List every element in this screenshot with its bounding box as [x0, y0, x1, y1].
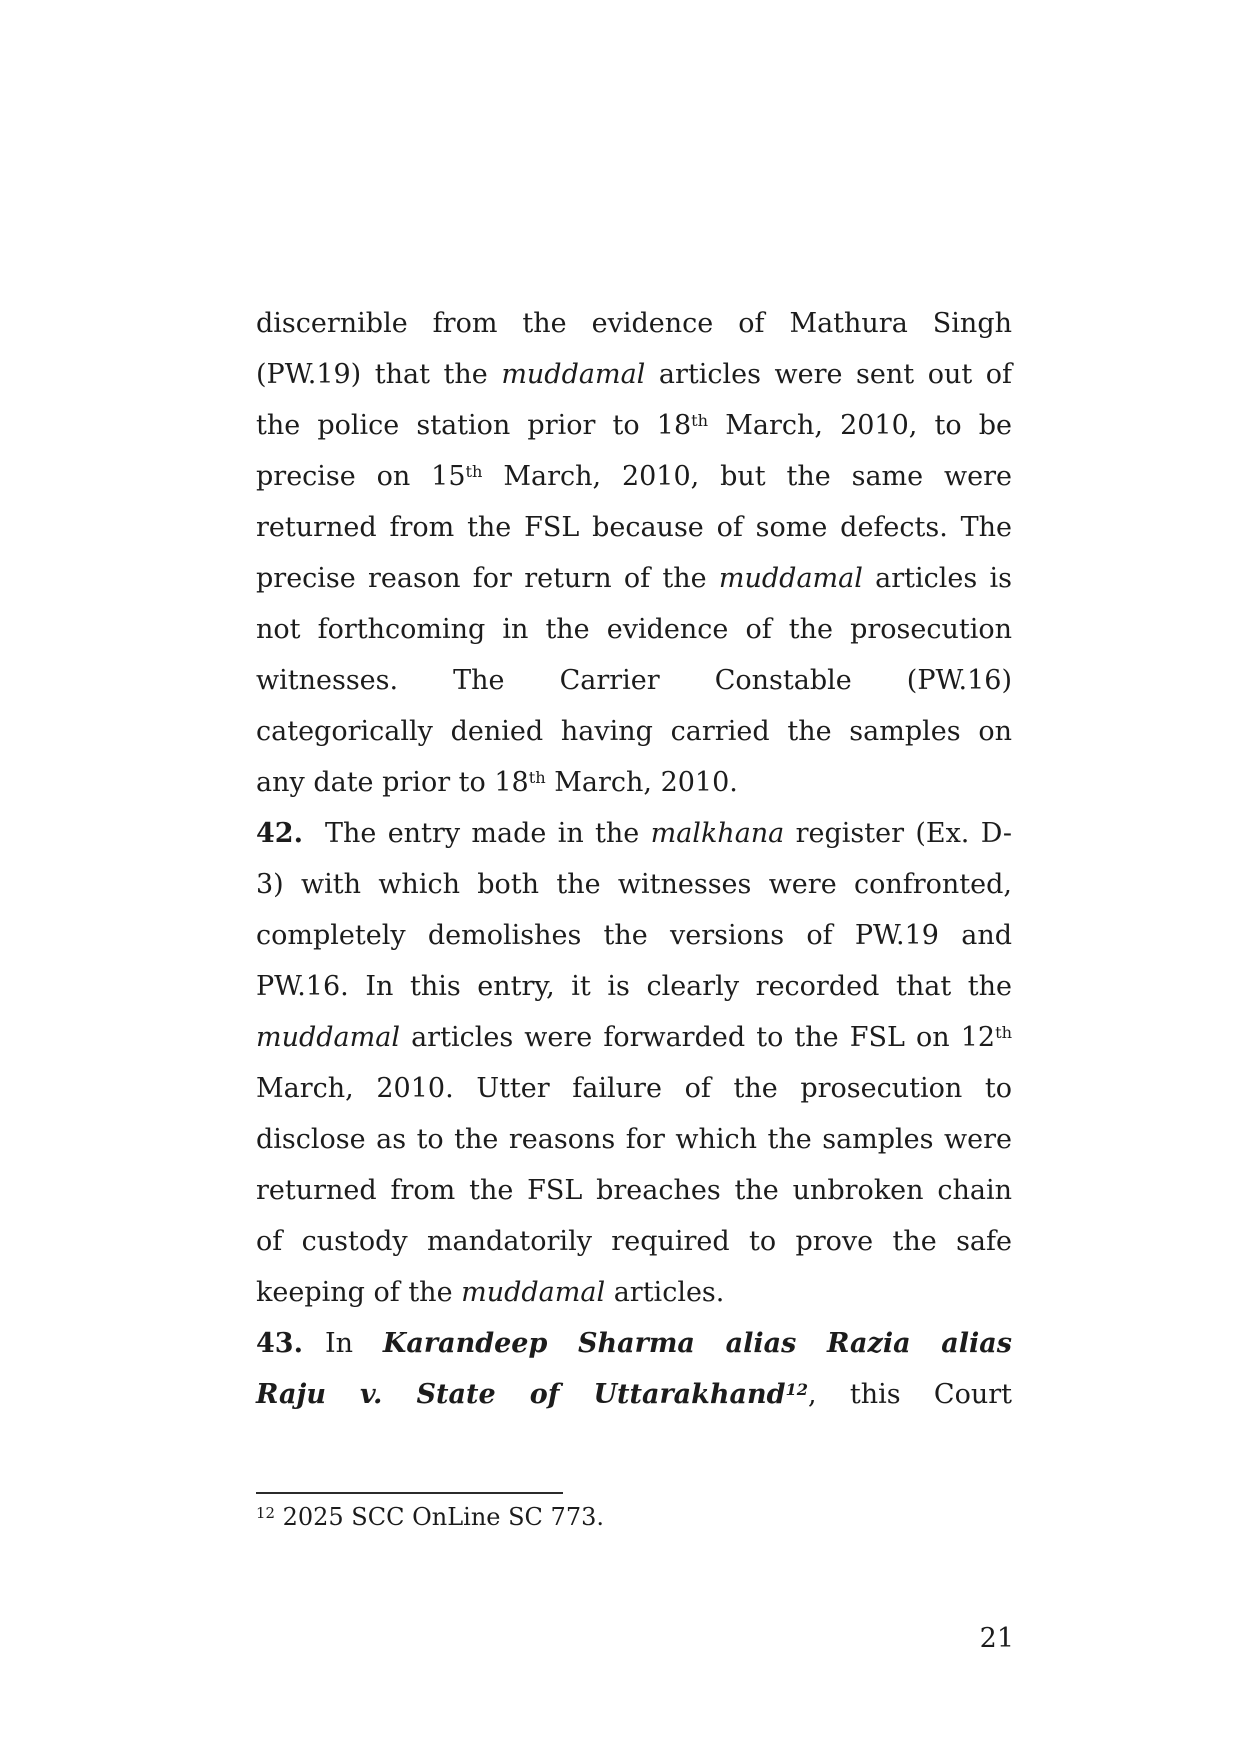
text-segment: articles were forwarded to the FSL on 12 [400, 1022, 996, 1053]
text-segment: witnesses. The Carrier Constable (PW.16) [256, 665, 1012, 696]
text-line [256, 553, 1012, 604]
text-line [256, 1369, 1012, 1420]
text-segment: muddamal [461, 1277, 606, 1308]
text-segment: articles. [605, 1277, 725, 1308]
text-segment: March, 2010. [545, 767, 738, 798]
text-segment: not forthcoming in the evidence of the prosecution [256, 614, 1012, 645]
text-segment: th [528, 767, 546, 787]
text-line [256, 1063, 1012, 1114]
text-segment: articles is [862, 563, 1012, 594]
text-line [256, 859, 1012, 910]
text-segment: th [465, 461, 483, 481]
text-segment: muddamal [718, 563, 863, 594]
text-segment: 43. [256, 1328, 303, 1359]
text-segment: , this Court [808, 1379, 1012, 1410]
text-segment: precise on 15 [256, 461, 466, 492]
text-line [256, 757, 1012, 808]
text-segment: of custody mandatorily required to prove the safe [256, 1226, 1012, 1257]
text-segment: 3) with which both the witnesses were confronted, [256, 869, 1012, 900]
text-segment: 12 [785, 1379, 809, 1399]
text-segment: register (Ex. D- [784, 818, 1012, 849]
text-segment: muddamal [256, 1022, 400, 1053]
judgment-body-text [256, 298, 1012, 1420]
text-segment: the police station prior to 18 [256, 410, 692, 441]
text-line [256, 604, 1012, 655]
text-segment: th [691, 410, 709, 430]
text-segment: In [324, 1328, 383, 1359]
text-segment: any date prior to 18 [256, 767, 529, 798]
text-line [256, 400, 1012, 451]
text-line [256, 655, 1012, 706]
text-segment: completely demolishes the versions of PW.19 and [256, 920, 1012, 951]
text-line [256, 910, 1012, 961]
text-line [256, 298, 1012, 349]
text-segment: PW.16. In this entry, it is clearly recorded that the [256, 971, 1012, 1002]
text-segment: discernible from the evidence of Mathura Singh [256, 308, 1012, 339]
text-segment: muddamal [501, 359, 646, 390]
footnote [256, 1500, 956, 1537]
text-segment: th [995, 1022, 1012, 1042]
text-line [256, 1165, 1012, 1216]
text-line [256, 961, 1012, 1012]
footnote-separator-rule [256, 1492, 563, 1494]
text-segment: returned from the FSL because of some defects. The [256, 512, 1012, 543]
text-segment: Raju v. State of Uttarakhand [256, 1379, 786, 1410]
text-segment: March, 2010, to be [708, 410, 1012, 441]
text-segment: The entry made in the [324, 818, 651, 849]
text-segment: (PW.19) that the [256, 359, 502, 390]
text-segment: 42. [256, 818, 303, 849]
text-segment: March, 2010, but the same were [482, 461, 1012, 492]
text-segment: returned from the FSL breaches the unbroken chain [256, 1175, 1012, 1206]
text-segment: March, 2010. Utter failure of the prosecution to [256, 1073, 1012, 1104]
text-line [256, 1216, 1012, 1267]
text-line [256, 1114, 1012, 1165]
text-segment: keeping of the [256, 1277, 462, 1308]
text-line [256, 502, 1012, 553]
text-segment: precise reason for return of the [256, 563, 719, 594]
text-segment: Karandeep Sharma alias Razia alias [382, 1328, 1013, 1359]
footnote-marker: 12 [256, 1504, 275, 1523]
text-segment: articles were sent out of [645, 359, 1012, 390]
text-line [256, 451, 1012, 502]
text-line [256, 706, 1012, 757]
text-line [256, 1012, 1012, 1063]
text-line [256, 1267, 1012, 1318]
text-segment: categorically denied having carried the samples on [256, 716, 1012, 747]
page-number: 21 [979, 1623, 1014, 1654]
text-line [256, 1318, 1012, 1369]
text-line [256, 808, 1012, 859]
text-segment: disclose as to the reasons for which the samples were [256, 1124, 1012, 1155]
text-segment: malkhana [650, 818, 785, 849]
text-line [256, 349, 1012, 400]
footnote-text: 2025 SCC OnLine SC 773. [282, 1503, 604, 1531]
